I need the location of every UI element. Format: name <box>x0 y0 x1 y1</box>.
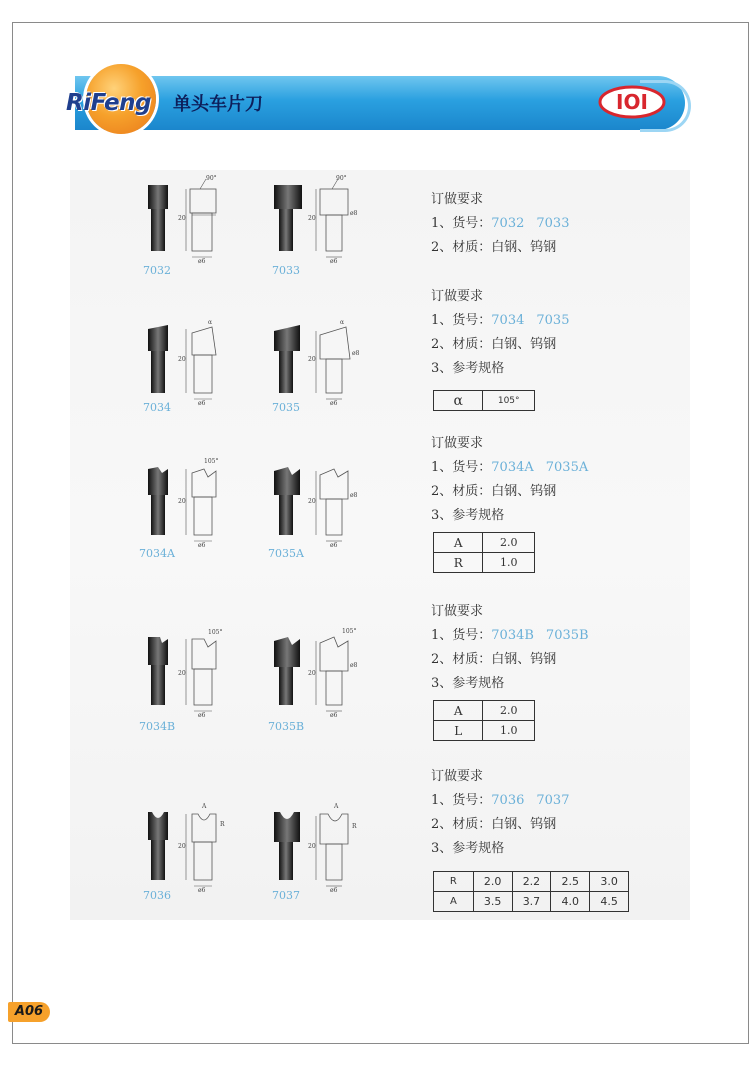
svg-text:105°: 105° <box>208 629 223 636</box>
spec-ref: 3、参考规格 <box>431 841 505 856</box>
spec-block <box>431 285 581 381</box>
brand-mark-icon <box>598 85 666 119</box>
tool-drawing-7033 <box>270 175 365 267</box>
tool-drawing-7032 <box>142 175 237 267</box>
product-code: 7033 <box>272 264 300 277</box>
svg-text:α: α <box>208 319 213 326</box>
svg-text:R: R <box>352 823 357 830</box>
svg-text:ø8: ø8 <box>350 662 358 669</box>
spec-material: 2、材质：白钢、钨钢 <box>431 240 557 255</box>
spec-material: 2、材质：白钢、钨钢 <box>431 337 557 352</box>
spec-table: A 2.0 L 1.0 <box>433 700 535 741</box>
tool-drawing-7035B <box>270 625 365 717</box>
spec-material: 2、材质：白钢、钨钢 <box>431 652 557 667</box>
svg-text:ø6: ø6 <box>198 712 206 717</box>
svg-text:20: 20 <box>308 670 316 677</box>
spec-item-no: 1、货号：7036 7037 <box>431 793 570 808</box>
svg-text:20: 20 <box>178 356 186 363</box>
spec-title: 订做要求 <box>431 604 484 619</box>
page-number: A06 <box>8 1002 50 1022</box>
svg-text:ø6: ø6 <box>198 400 206 407</box>
tool-drawing-7034 <box>142 315 237 407</box>
spec-item-no: 1、货号：7034B 7035B <box>431 628 589 643</box>
spec-ref: 3、参考规格 <box>431 508 505 523</box>
svg-text:20: 20 <box>308 356 316 363</box>
svg-text:20: 20 <box>308 843 316 850</box>
svg-text:A: A <box>334 803 339 810</box>
product-code: 7034B <box>139 720 176 733</box>
svg-text:A: A <box>202 803 207 810</box>
tool-drawing-7035 <box>270 315 365 407</box>
tool-drawing-7037 <box>270 800 365 892</box>
product-code: 7035A <box>268 547 304 560</box>
width-label: ø6 <box>198 258 206 265</box>
product-code: 7035B <box>268 720 305 733</box>
tool-drawing-7035A <box>270 455 365 547</box>
spec-title: 订做要求 <box>431 192 484 207</box>
height-label: 20 <box>178 215 186 222</box>
spec-table: R 2.0 2.2 2.5 3.0 A 3.5 3.7 4.0 4.5 <box>433 871 629 912</box>
product-code: 7034 <box>143 401 171 414</box>
spec-item-no: 1、货号：7034 7035 <box>431 313 570 328</box>
svg-text:105°: 105° <box>204 458 219 465</box>
spec-table: α 105° <box>433 390 535 411</box>
svg-text:20: 20 <box>308 498 316 505</box>
brand-logo: RiFeng <box>66 90 151 116</box>
svg-text:20: 20 <box>178 670 186 677</box>
svg-text:R: R <box>220 821 225 828</box>
spec-ref: 3、参考规格 <box>431 361 505 376</box>
spec-block <box>431 432 600 528</box>
spec-material: 2、材质：白钢、钨钢 <box>431 484 557 499</box>
tool-drawing-7036 <box>142 800 237 892</box>
svg-text:20: 20 <box>178 498 186 505</box>
spec-block <box>431 188 581 260</box>
svg-text:20: 20 <box>308 215 316 222</box>
svg-text:ø6: ø6 <box>198 542 206 547</box>
spec-block <box>431 765 581 861</box>
svg-text:105°: 105° <box>342 628 357 635</box>
spec-table: A 2.0 R 1.0 <box>433 532 535 573</box>
svg-text:IOI: IOI <box>616 90 648 114</box>
svg-text:ø8: ø8 <box>350 492 358 499</box>
spec-item-no: 1、货号：7032 7033 <box>431 216 570 231</box>
spec-item-no: 1、货号：7034A 7035A <box>431 460 589 475</box>
svg-text:ø8: ø8 <box>352 350 360 357</box>
spec-block <box>431 600 601 696</box>
page-title: 单头车片刀 <box>173 94 263 115</box>
spec-title: 订做要求 <box>431 436 484 451</box>
svg-text:ø6: ø6 <box>330 712 338 717</box>
header-bar <box>75 76 685 130</box>
svg-text:20: 20 <box>178 843 186 850</box>
spec-title: 订做要求 <box>431 769 484 784</box>
angle-label: 90° <box>206 175 217 182</box>
tool-drawing-7034A <box>142 455 237 547</box>
svg-text:α: α <box>340 319 345 326</box>
svg-text:ø6: ø6 <box>330 887 338 892</box>
product-code: 7032 <box>143 264 171 277</box>
spec-ref: 3、参考规格 <box>431 676 505 691</box>
spec-material: 2、材质：白钢、钨钢 <box>431 817 557 832</box>
spec-title: 订做要求 <box>431 289 484 304</box>
product-code: 7036 <box>143 889 171 902</box>
svg-text:ø6: ø6 <box>330 258 338 265</box>
svg-text:90°: 90° <box>336 175 347 182</box>
svg-text:ø8: ø8 <box>350 210 358 217</box>
svg-text:ø6: ø6 <box>198 887 206 892</box>
tool-drawing-7034B <box>142 625 237 717</box>
product-code: 7034A <box>139 547 175 560</box>
svg-text:ø6: ø6 <box>330 542 338 547</box>
product-code: 7035 <box>272 401 300 414</box>
product-code: 7037 <box>272 889 300 902</box>
svg-text:ø6: ø6 <box>330 400 338 407</box>
